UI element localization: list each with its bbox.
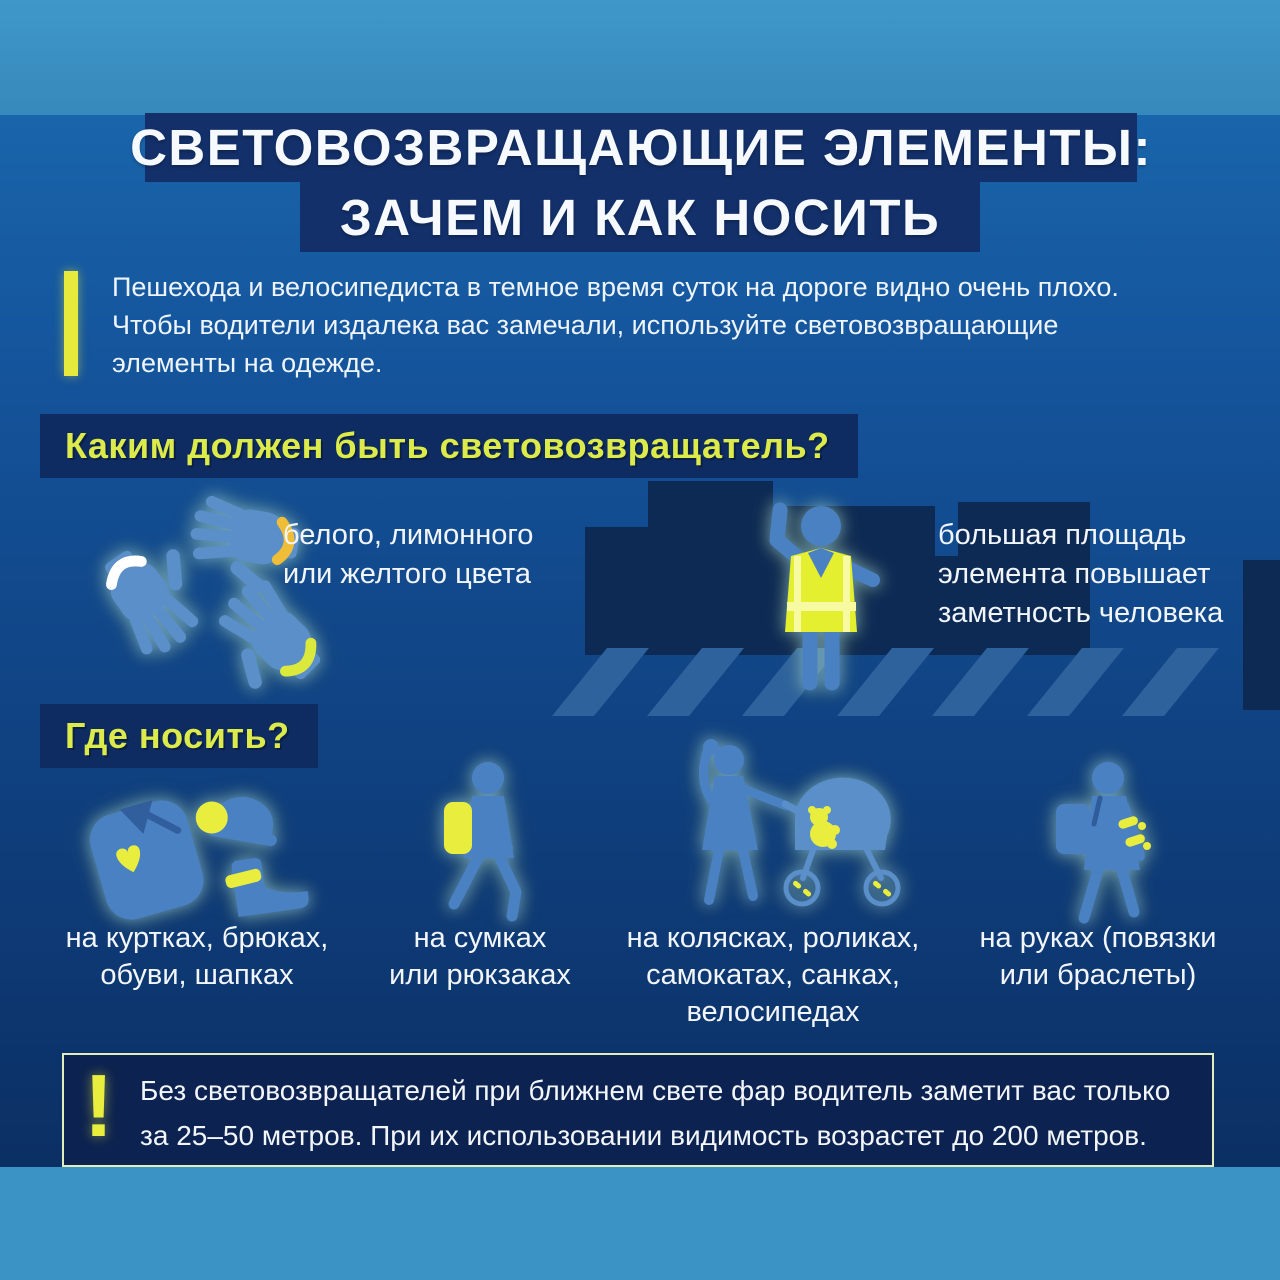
backpack-reflector — [444, 802, 472, 854]
pedestrian-in-reflective-vest-icon — [733, 490, 913, 690]
stroller-hood — [795, 778, 891, 850]
label-strollers — [613, 920, 933, 1031]
label-line: или браслеты) — [999, 959, 1197, 991]
exclamation-icon: ! — [84, 1056, 114, 1155]
jacket-hat-boot-icon — [85, 782, 315, 932]
label-line: обуви, шапках — [100, 959, 294, 991]
warning-text — [140, 1068, 1170, 1158]
intro-line: Пешехода и велосипедиста в темное время суток на дороге видно очень плохо. — [112, 272, 1119, 302]
warning-line: Без световозвращателей при ближнем свете фар водитель заметит вас только — [140, 1075, 1171, 1106]
label-line: на колясках, роликах, — [626, 922, 920, 954]
area-note-line: элемента повышает — [938, 558, 1211, 590]
hand-left — [88, 525, 225, 666]
color-note — [283, 516, 533, 594]
intro-paragraph — [112, 268, 1119, 382]
section-requirements-heading-box — [40, 414, 858, 478]
section-where-heading: Где носить? — [65, 715, 290, 756]
label-clothes — [37, 920, 357, 994]
area-note-line: большая площадь — [938, 519, 1187, 551]
intro-line: Чтобы водители издалека вас замечали, используйте световозвращающие — [112, 310, 1059, 340]
label-line: на куртках, брюках, — [65, 922, 329, 954]
title-box-line1 — [130, 113, 1152, 182]
label-line: самокатах, санках, — [646, 959, 900, 991]
color-note-line: или желтого цвета — [283, 558, 532, 590]
section-requirements-heading: Каким должен быть световозвращатель? — [65, 425, 830, 466]
area-note-line: заметность человека — [938, 597, 1224, 629]
warning-line: за 25–50 метров. При их использовании видимость возрастет до 200 метров. — [140, 1120, 1147, 1151]
section-where-heading-box — [40, 704, 318, 768]
intro-line: элементы на одежде. — [112, 348, 383, 378]
building-silhouette — [1243, 560, 1280, 710]
pedestrian-with-armband-icon — [1030, 762, 1180, 922]
area-note — [938, 516, 1223, 633]
mother-with-stroller-icon — [655, 738, 915, 916]
label-bags — [375, 920, 585, 994]
poster-title-line2: ЗАЧЕМ И КАК НОСИТЬ — [339, 188, 941, 246]
label-line: или рюкзаках — [389, 959, 571, 991]
color-note-line: белого, лимонного — [283, 519, 534, 551]
label-line: на сумках — [413, 922, 547, 954]
intro-accent-bar — [64, 271, 78, 376]
wheel-reflectors — [792, 880, 892, 898]
pedestrian-with-backpack-icon — [420, 762, 550, 922]
top-band — [0, 0, 1280, 115]
title-box-line2 — [300, 182, 980, 252]
bottom-band — [0, 1167, 1280, 1280]
poster-title-line1: СВЕТОВОЗВРАЩАЮЩИЕ ЭЛЕМЕНТЫ: — [130, 119, 1152, 176]
label-line: на руках (повязки — [979, 922, 1217, 954]
label-line: велосипедах — [686, 996, 860, 1028]
label-arms — [958, 920, 1238, 994]
